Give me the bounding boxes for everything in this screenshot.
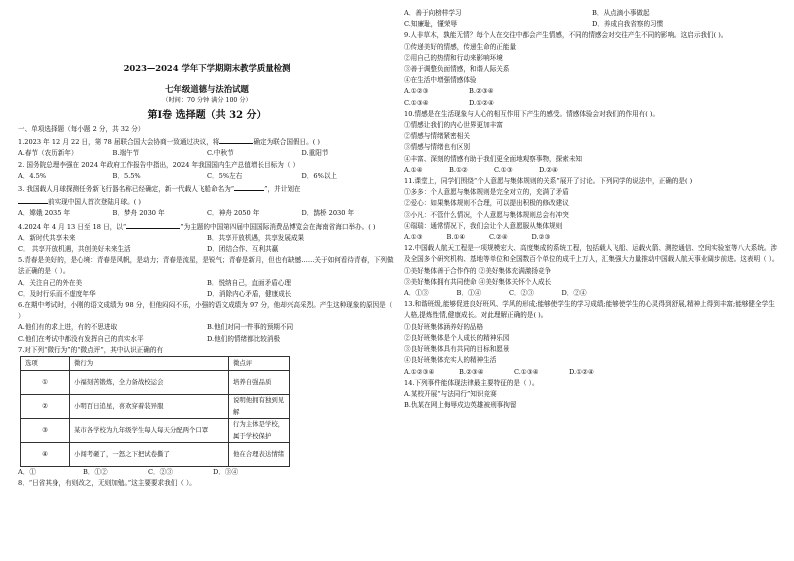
option[interactable]: C.①③④ (514, 367, 539, 376)
option[interactable]: B.端午节 (112, 149, 140, 158)
question-8: 8．“日省其身，有则改之，无则加勉。”这主要要求我们（ ）。 (18, 479, 196, 488)
option[interactable]: D．②④ (561, 289, 587, 298)
q5-options (18, 278, 396, 289)
exam-meta: （时间：70 分钟 满分 100 分） (162, 97, 252, 104)
option[interactable]: D.①②④ (569, 367, 594, 376)
column-header: 微行为 (70, 357, 229, 371)
option[interactable]: A.春节（农历新年） (18, 149, 78, 158)
table-row (21, 395, 290, 419)
option[interactable]: A．①③ (404, 289, 429, 298)
exam-title: 2023—2024 学年下学期期末教学质量检测 (123, 63, 291, 73)
option[interactable]: D．消除内心矛盾，健康成长 (207, 289, 292, 298)
option[interactable]: B．从点滴小事做起 (592, 9, 650, 17)
q8-options (404, 8, 780, 19)
question-6: 6.在期中考试时，小刚的语文成绩为 98 分，但他闷闷不乐，小强的语文成绩为 97 分，他却兴高采烈。产生这种现象的原因是（ ） (18, 301, 393, 321)
part-heading: 一、单项选择题（每小题 2 分，共 32 分） (18, 125, 145, 133)
option[interactable]: C．②③ (148, 468, 173, 477)
option[interactable]: A.他们有的求上进，有的不思进取 (18, 323, 118, 332)
statement: ④丰富、深刻的情感有助于我们更全面地观察事物，探索未知 (404, 154, 583, 163)
table-cell: ① (21, 371, 70, 395)
table-cell: 小明百日追星，喜欢穿着装异服 (70, 395, 229, 419)
option[interactable]: C． 共享开放机遇，共创美好未来生活 (18, 245, 131, 254)
option[interactable]: A．4.5% (18, 171, 47, 180)
option[interactable]: B.他们对同一件事的预期不同 (207, 323, 294, 332)
option[interactable]: D.①②④ (469, 98, 494, 107)
q3-options (18, 208, 396, 219)
option[interactable]: A.①②③④ (404, 367, 435, 376)
statement: ②爱心：如果集体规则不合理，可以提出积极的修改建议 (404, 199, 569, 208)
answer-blank[interactable] (18, 195, 48, 204)
q2-options (18, 171, 396, 182)
option[interactable]: A.某校开展“与法同行”知识竞赛 (404, 389, 497, 398)
table-row (21, 371, 290, 395)
option[interactable]: D．养成自我省察的习惯 (592, 20, 664, 29)
option[interactable]: C．②③ (509, 289, 534, 298)
question-4: 4.2024 年 4 月 13 日至 18 日，以“ ”为主题的中国第四届中国国际消费品博览会在海南省海口举办。( ) (18, 220, 396, 233)
option[interactable]: C.①③ (494, 165, 513, 174)
option[interactable]: A．嫦娥 2035 年 (18, 209, 71, 218)
q9-options (404, 86, 534, 97)
section-heading: 第Ⅰ卷 选择题（共 32 分） (147, 110, 267, 121)
q4-options (18, 233, 396, 244)
statement: ②用自己的热情和行动来影响环境 (404, 53, 503, 62)
option[interactable]: D.②④ (539, 165, 558, 174)
table-cell: ④ (21, 443, 70, 467)
statement: ④瑞瑞：通常情况下，我们会让个人意愿服从集体规则 (404, 221, 563, 230)
q7-options (18, 467, 278, 478)
table-row (21, 443, 290, 467)
option[interactable]: B.②③④ (469, 87, 494, 96)
q1-options (18, 148, 396, 159)
option[interactable]: A．① (18, 468, 36, 477)
option[interactable]: D．鹊桥 2030 年 (301, 209, 355, 218)
answer-blank[interactable] (219, 135, 253, 144)
table-cell: 他在合理表达情绪 (229, 443, 290, 467)
option[interactable]: B．悦纳自己，直面矛盾心理 (207, 278, 291, 287)
q10-options (404, 165, 584, 176)
option[interactable]: D.他们的情绪都比较消极 (207, 334, 281, 343)
statement: ①多多：个人意愿与集体规则是完全对立的，充满了矛盾 (404, 188, 569, 197)
option[interactable]: C．神舟 2050 年 (207, 209, 260, 218)
option[interactable]: C.中秋节 (207, 149, 234, 158)
question-1: 1.2023 年 12 月 22 日，第 78 届联合国大会协商一致通过决议，将 确定为联合国假日。( ) (18, 135, 396, 148)
option[interactable]: D．6%以上 (301, 171, 338, 180)
question-3: 3. 我国载人月球探测任务新飞行器名称已经确定，新一代载人飞船命名为“ ”，并计划在 (18, 182, 396, 195)
option[interactable]: C.他们在考试中都没有发挥自己的真实水平 (18, 334, 144, 343)
option[interactable]: B.①④ (446, 233, 466, 242)
exam-subtitle: 七年级道德与法治试题 (165, 84, 249, 94)
option[interactable]: D.重阳节 (301, 149, 329, 158)
table-cell: 说明他拥有独到见解 (229, 395, 290, 419)
option[interactable]: B．①② (83, 468, 108, 477)
table-cell: 小闯考砸了，一怒之下把试卷撕了 (70, 443, 229, 467)
option[interactable]: C.知廉耻，懂荣辱 (404, 20, 458, 29)
column-header: 选项 (21, 357, 70, 371)
option[interactable]: C．5%左右 (207, 171, 243, 180)
option[interactable]: B．5.5% (112, 171, 141, 180)
table-cell: 行为主体是学校，属于学校保护 (229, 419, 290, 443)
question-13: 13.和谐班级,能够促进良好班风、学风的形成;能够使学生的学习成绩;能够使学生的心灵得到舒展,精神上得到丰富;能够健全学生人格,提炼性情,健康成长。对此理解正确的是( )。 (404, 300, 775, 320)
option[interactable]: A．关注自己的外在美 (18, 278, 83, 287)
question-7: 7.对下列“微行为”的“微点评”，其中认识正确的有 (18, 345, 164, 354)
q11-options (404, 232, 574, 243)
answer-blank[interactable] (126, 220, 180, 229)
table-cell: 培养自强品质 (229, 371, 290, 395)
statement: ③良好班集体具有共同的目标和愿景 (404, 345, 510, 354)
option[interactable]: B.仇某在网上侮辱戍边英雄被刑事拘留 (404, 401, 517, 410)
option[interactable]: C.①③④ (404, 98, 429, 107)
right-column (404, 0, 780, 411)
statement: ③小凡：不管什么情况，个人意愿与集体规则总会有冲突 (404, 210, 569, 219)
statement: ①传递美好的情感，传递生命的正能量 (404, 42, 517, 51)
option[interactable]: B.①② (449, 165, 468, 174)
table-cell: ③ (21, 419, 70, 443)
statement: ①情感让我们的内心世界更加丰富 (404, 121, 503, 130)
q12-options (404, 288, 614, 299)
option[interactable]: C.②④ (489, 233, 508, 242)
option[interactable]: B．共享开放机遇，共享发展成果 (207, 233, 305, 242)
option[interactable]: A.①③ (404, 233, 423, 242)
statement: ④良好班集体充实人的精神生活 (404, 356, 497, 365)
statement: ③美好集体拥有共同使命 ④美好集体关怀个人成长 (404, 277, 552, 286)
option[interactable]: A．善于向榜样学习 (404, 9, 462, 17)
q6-options (18, 322, 396, 333)
answer-blank[interactable] (234, 182, 264, 191)
question-2: 2. 国务院总理李强在 2024 年政府工作报告中指出，2024 年我国国内生产总值增长目标为（ ） (18, 160, 300, 169)
statement: ①良好班集体涵养好的品格 (404, 322, 484, 331)
statement: ②情感与情绪紧密相关 (404, 132, 470, 141)
option[interactable]: B．梦舟 2030 年 (112, 209, 165, 218)
statement: ②良好班集体是个人成长的精神乐园 (404, 333, 510, 342)
question-9: 9.人非草木，孰能无情？每个人在交往中都会产生情感，不同的情感会对交往产生不同的影响。这启示我们( )。 (404, 31, 728, 40)
option[interactable]: A.①②③ (404, 87, 429, 96)
table-header-row (21, 357, 290, 371)
statement: ①美好集体善于合作作的 ②美好集体充满激扬竞争 (404, 266, 552, 275)
option[interactable]: A．新时代共享未来 (18, 233, 76, 242)
option[interactable]: D．③④ (213, 468, 239, 477)
table-cell: 某市各学校为九年级学生每人每天分配两个口罩 (70, 419, 229, 443)
question-5: 5.青春是美好的，是心境：青春是风帆，是动力；青春是流星，是锐气；青春是新月，但也有缺憾……关于如何看待青春，下列做法正确的是（ ）。 (18, 256, 394, 276)
statement: ④在生活中增强情感体验 (404, 76, 477, 85)
column-header: 微点评 (229, 357, 290, 371)
question-10: 10.情感是在生活现象与人心的相互作用下产生的感受。情感体验会对我们的作用有( )。 (404, 109, 660, 118)
table-row (21, 419, 290, 443)
q7-table (20, 356, 290, 467)
option[interactable]: B．①④ (456, 289, 482, 298)
question-11: 11.课堂上，同学们围绕“个人意愿与集体规则的关系”展开了讨论。下列同学的说法中，正确的是( ) (404, 177, 693, 186)
option[interactable]: D.②③ (531, 233, 551, 242)
statement: ③情感与情绪也有区别 (404, 143, 470, 152)
option[interactable]: C．及时行乐而不虚度年华 (18, 289, 96, 298)
question-14: 14.下列事件能体现法律最主要特征的是（ ）。 (404, 378, 539, 387)
option[interactable]: D．团结合作、互利共赢 (207, 245, 279, 254)
option[interactable]: A.①④ (404, 165, 423, 174)
question-12: 12.中国载人航天工程是一项规模宏大、高度集成的系统工程，包括载人飞船、运载火箭、测控通信、空间实验室等八大系统。涉及全国多个研究机构、基地等单位和全国数百个单位的成千上万人，汇集强大力量推动中国载人航天事业阔步前进。这表明（ ）。 (404, 244, 779, 264)
statement: ③善于调整负面情感，和谐人际关系 (404, 65, 510, 74)
table-cell: 小福刻苦锻炼，全力备战校运会 (70, 371, 229, 395)
option[interactable]: B.②③④ (459, 367, 484, 376)
left-column: 2023—2024 学年下学期期末教学质量检测 七年级道德与法治试题 （时间：70 分钟 满分 100 分） 第Ⅰ卷 选择题（共 32 分） 一、单项选择题（每小题 2 分，共 32 分） 1.2023 年 12 月 22 日，第 78 届联合国大会协商一致通过决议，将 确定为联合国假日。( ) A.春节（农历新年） B.端午节 C.中秋节 D.重阳节 2. 国务院总理李强在 2024 年政府工作报告中指出，2024 年我国国内生产总值增长目标为（ ） A．4.5% B．5.5% C．5%左右 D．6%以上 3. 我国载人月球探测任务新飞行器名称已经确定，新一代载人飞船命名为“ ”，并计划在 前实现中国人首次登陆月球。( ) A．嫦娥 2035 年 B．梦舟 2030 年 C．神舟 2050 年 D．鹊桥 2030 年 4.2024 年 4 月 13 日至 18 日，以“ ”为主题的中国第四届中国国际消费品博览会在海南省海口举办。( ) A．新时代共享未来 B．共享开放机遇，共享发展成果 C． 共享开放机遇，共创美好未来生活 D．团结合作、互利共赢 5.青春是美好的，是心境：青春是风帆，是动力；青春是流星，是锐气；青春是新月，但也有缺憾……关于如何看待青春，下列做法正确的是（ ）。 A．关注自己的外在美 B．悦纳自己，直面矛盾心理 C．及时行乐而不虚度年华 D．消除内心矛盾，健康成长 6.在期中考试时，小刚的语文成绩为 98 分，但他闷闷不乐，小强的语文成绩为 97 分，他却兴高采烈。产生这种现象的原因是（ ） A.他们有的求上进，有的不思进取 B.他们对同一件事的预期不同 C.他们在考试中都没有发挥自己的真实水平 D.他们的情绪都比较消极 7.对下列“微行为”的“微点评”，其中认识正确的有 选项 微行为 微点评 ① 小福刻苦锻炼，全力备战校运会 培养自强品质 ② 小明百日追星，喜欢穿着装异服 说明他拥有独到见解 ③ 某市各学校为九年级学生每人每天分配两个口罩 行为主体是学校，属于学校保护 ④ 小闯考砸了，一怒之下把试卷撕了 他在合理表达情绪 A．① B．①② C．②③ D．③④ 8．“日省其身，有则改之，无则加勉。”这主要要求我们（ ）。 (18, 0, 396, 489)
q13-options (404, 367, 624, 378)
table-cell: ② (21, 395, 70, 419)
